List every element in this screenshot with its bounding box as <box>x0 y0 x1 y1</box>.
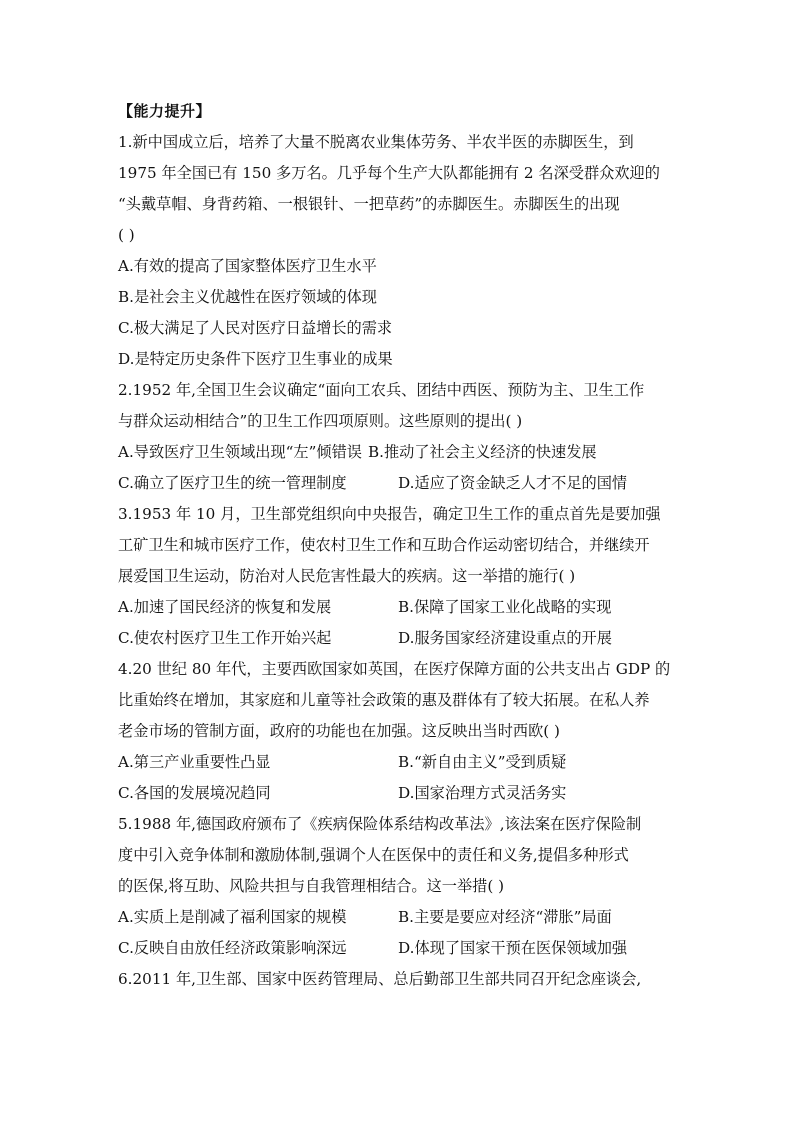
question-2-option-b[interactable]: B.推动了社会主义经济的快速发展 <box>367 443 597 461</box>
question-2-stem-line: 与群众运动相结合”的卫生工作四项原则。这些原则的提出( ) <box>118 412 523 430</box>
question-4-options-row <box>118 778 678 809</box>
question-4-option-c[interactable]: C.各国的发展境况趋同 <box>118 784 271 802</box>
worksheet-page <box>118 96 678 995</box>
question-5-stem-line: 的医保,将互助、风险共担与自我管理相结合。这一举措( ) <box>118 877 505 895</box>
question-5-stem-line: 5.1988 年,德国政府颁布了《疾病保险体系结构改革法》,该法案在医疗保险制 <box>118 815 642 833</box>
question-6-stem-line: 6.2011 年,卫生部、国家中医药管理局、总后勤部卫生部共同召开纪念座谈会, <box>118 970 642 988</box>
question-6 <box>118 964 678 995</box>
question-5-option-b[interactable]: B.主要是要应对经济“滞胀”局面 <box>398 908 612 926</box>
question-4-option-d[interactable]: D.国家治理方式灵活务实 <box>398 784 567 802</box>
question-5-option-c[interactable]: C.反映自由放任经济政策影响深远 <box>118 939 347 957</box>
question-3-options-row <box>118 592 678 623</box>
question-3-stem-line: 展爱国卫生运动，防治对人民危害性最大的疾病。这一举措的施行( ) <box>118 567 576 585</box>
question-5-stem-line: 度中引入竞争体制和激励体制,强调个人在医保中的责任和义务,提倡多种形式 <box>118 846 629 864</box>
question-5-option-a[interactable]: A.实质上是削减了福利国家的规模 <box>118 908 347 926</box>
question-5-options-row <box>118 902 678 933</box>
question-1-stem-line: 1975 年全国已有 150 多万名。几乎每个生产大队都能拥有 2 名深受群众欢迎的 <box>118 164 660 182</box>
question-3 <box>118 499 678 654</box>
question-1-stem-line: “头戴草帽、身背药箱、一根银针、一把草药”的赤脚医生。赤脚医生的出现 <box>118 195 620 213</box>
question-1-stem-line: 1.新中国成立后，培养了大量不脱离农业集体劳务、半农半医的赤脚医生，到 <box>118 133 634 151</box>
question-4-stem-line: 4.20 世纪 80 年代，主要西欧国家如英国，在医疗保障方面的公共支出占 GDP 的 <box>118 660 671 678</box>
section-title: 【能力提升】 <box>118 102 212 120</box>
question-2-options-row <box>118 437 678 468</box>
question-1-option-b[interactable]: B.是社会主义优越性在医疗领域的体现 <box>118 288 377 306</box>
question-4-option-a[interactable]: A.第三产业重要性凸显 <box>118 753 271 771</box>
question-2-stem-line: 2.1952 年,全国卫生会议确定“面向工农兵、团结中西医、预防为主、卫生工作 <box>118 381 645 399</box>
question-5 <box>118 809 678 964</box>
question-2 <box>118 375 678 499</box>
question-3-option-c[interactable]: C.使农村医疗卫生工作开始兴起 <box>118 629 332 647</box>
question-2-option-a[interactable]: A.导致医疗卫生领域出现“左”倾错误 <box>118 443 362 461</box>
question-1 <box>118 127 678 375</box>
question-1-option-c[interactable]: C.极大满足了人民对医疗日益增长的需求 <box>118 319 393 337</box>
question-4-stem-line: 比重始终在增加，其家庭和儿童等社会政策的惠及群体有了较大拓展。在私人养 <box>118 691 650 709</box>
question-4-option-b[interactable]: B.“新自由主义”受到质疑 <box>398 753 567 771</box>
question-4-options-row <box>118 747 678 778</box>
question-5-option-d[interactable]: D.体现了国家干预在医保领域加强 <box>398 939 628 957</box>
question-3-option-a[interactable]: A.加速了国民经济的恢复和发展 <box>118 598 332 616</box>
question-2-option-c[interactable]: C.确立了医疗卫生的统一管理制度 <box>118 474 347 492</box>
question-3-option-d[interactable]: D.服务国家经济建设重点的开展 <box>398 629 612 647</box>
question-3-stem-line: 3.1953 年 10 月，卫生部党组织向中央报告，确定卫生工作的重点首先是要加强 <box>118 505 661 523</box>
question-3-stem-line: 工矿卫生和城市医疗工作，使农村卫生工作和互助合作运动密切结合，并继续开 <box>118 536 650 554</box>
question-5-options-row <box>118 933 678 964</box>
question-1-answer-blank[interactable]: ( ) <box>118 226 135 244</box>
question-3-option-b[interactable]: B.保障了国家工业化战略的实现 <box>398 598 612 616</box>
question-3-options-row <box>118 623 678 654</box>
question-4-stem-line: 老金市场的管制方面，政府的功能也在加强。这反映出当时西欧( ) <box>118 722 560 740</box>
question-1-option-a[interactable]: A.有效的提高了国家整体医疗卫生水平 <box>118 257 377 275</box>
question-4 <box>118 654 678 809</box>
question-2-option-d[interactable]: D.适应了资金缺乏人才不足的国情 <box>398 474 628 492</box>
question-2-options-row <box>118 468 678 499</box>
question-1-option-d[interactable]: D.是特定历史条件下医疗卫生事业的成果 <box>118 350 393 368</box>
